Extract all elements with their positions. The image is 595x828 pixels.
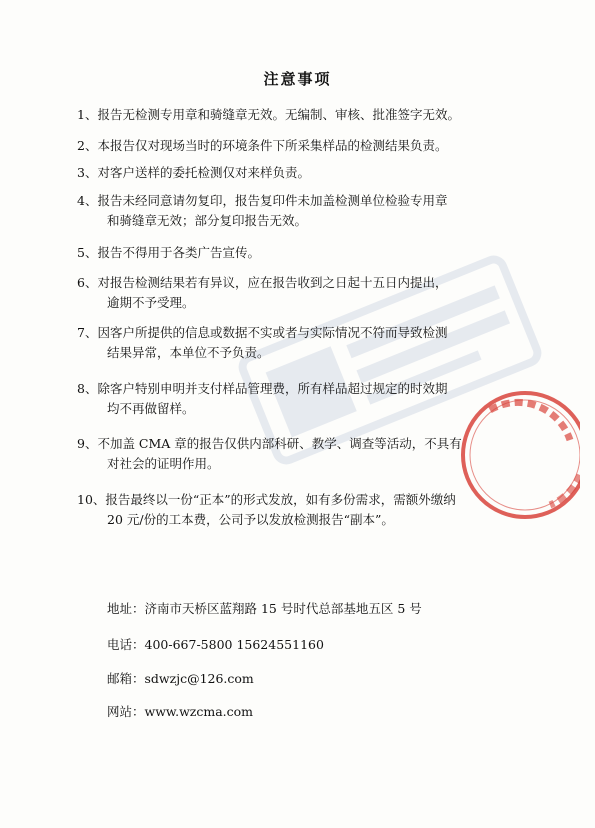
notice-item-9: 9、不加盖 CMA 章的报告仅供内部科研、教学、调查等活动，不具有 对社会的证明作用。 (77, 436, 462, 471)
website-line: 网站：www.wzcma.com (107, 704, 254, 719)
email-line: 邮箱：sdwzjc@126.com (107, 671, 254, 686)
notice-item-5: 5、报告不得用于各类广告宣传。 (77, 245, 260, 260)
phone-line: 电话：400-667-5800 15624551160 (107, 637, 324, 652)
notice-item-2: 2、本报告仅对现场当时的环境条件下所采集样品的检测结果负责。 (77, 138, 448, 153)
page-title: 注意事项 (263, 70, 332, 88)
notice-item-8: 8、除客户特别申明并支付样品管理费，所有样品超过规定的时效期 均不再做留样。 (77, 381, 448, 416)
notice-item-10: 10、报告最终以一份“正本”的形式发放，如有多份需求，需额外缴纳 20 元/份的工本费，公司予以发放检测报告“副本”。 (77, 492, 456, 527)
notice-item-7: 7、因客户所提供的信息或数据不实或者与实际情况不符而导致检测 结果异常，本单位不予负责。 (77, 325, 448, 360)
notice-item-3: 3、对客户送样的委托检测仅对来样负责。 (77, 165, 310, 180)
address-line: 地址：济南市天桥区蓝翔路 15 号时代总部基地五区 5 号 (107, 601, 422, 616)
notice-item-6: 6、对报告检测结果若有异议，应在报告收到之日起十五日内提出， 逾期不予受理。 (77, 275, 448, 310)
notice-item-4: 4、报告未经同意请勿复印，报告复印件未加盖检测单位检验专用章 和骑缝章无效；部分复印报告无效。 (77, 193, 448, 228)
notice-item-1: 1、报告无检测专用章和骑缝章无效。无编制、审核、批准签字无效。 (77, 107, 460, 122)
